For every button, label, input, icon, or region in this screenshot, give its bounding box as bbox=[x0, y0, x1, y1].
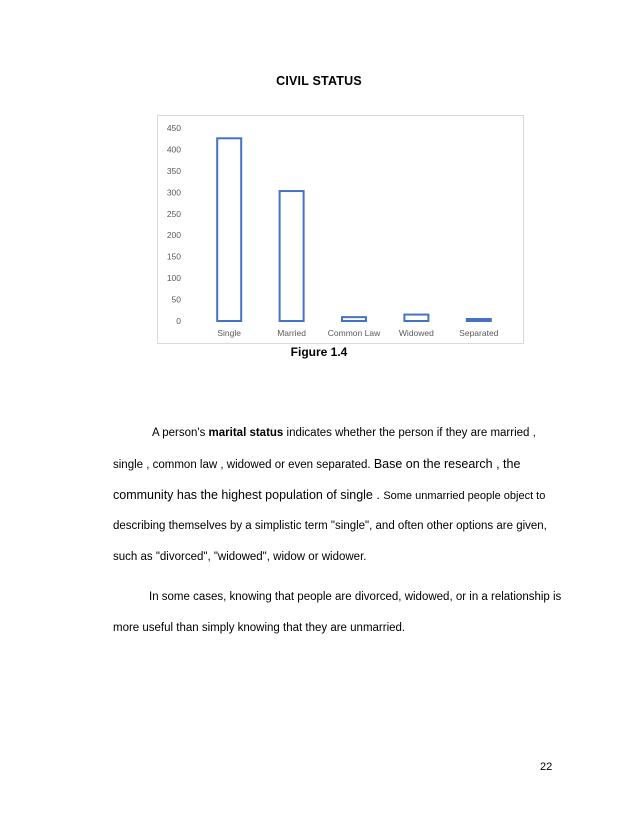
paragraph-2-line-2: more useful than simply knowing that they are unmarried. bbox=[113, 622, 406, 634]
text-run: single , common law , widowed or even separated. bbox=[113, 459, 374, 471]
chart-title: CIVIL STATUS bbox=[276, 74, 362, 88]
paragraph-1-line-5: such as "divorced", "widowed", widow or widower. bbox=[113, 551, 367, 563]
bar-common-law bbox=[342, 317, 366, 321]
y-tick-label: 400 bbox=[166, 144, 181, 155]
paragraph-2-line-1: In some cases, knowing that people are divorced, widowed, or in a relationship is bbox=[149, 591, 562, 603]
bar-widowed bbox=[404, 315, 428, 321]
y-tick-label: 50 bbox=[171, 294, 181, 305]
bar-chart bbox=[158, 116, 525, 345]
bar-single bbox=[217, 138, 241, 321]
bar-married bbox=[280, 191, 304, 321]
y-tick-label: 150 bbox=[166, 251, 181, 262]
y-tick-label: 200 bbox=[166, 230, 181, 241]
page-number: 22 bbox=[540, 761, 553, 773]
x-tick-label: Single bbox=[217, 328, 242, 338]
text-run: A person's bbox=[152, 427, 209, 439]
x-tick-label: Widowed bbox=[398, 328, 434, 338]
y-tick-label: 450 bbox=[166, 123, 181, 133]
paragraph-1-line-1 bbox=[152, 425, 602, 441]
bar-separated bbox=[467, 319, 491, 321]
y-tick-label: 300 bbox=[166, 187, 181, 198]
y-tick-label: 0 bbox=[176, 316, 181, 326]
text-run: Some unmarried people object to bbox=[383, 490, 546, 502]
text-run: community has the highest population of single . bbox=[113, 488, 384, 502]
paragraph-1-line-3 bbox=[113, 487, 563, 504]
figure-caption: Figure 1.4 bbox=[290, 345, 348, 359]
paragraph-1-line-4: describing themselves by a simplistic term "single", and often other options are given, bbox=[113, 520, 547, 532]
y-tick-label: 100 bbox=[166, 273, 181, 284]
bold-term: marital status bbox=[208, 427, 284, 439]
x-tick-label: Separated bbox=[459, 328, 499, 338]
y-tick-label: 350 bbox=[166, 165, 181, 176]
x-tick-label: Married bbox=[277, 328, 307, 338]
paragraph-1-line-2 bbox=[113, 456, 563, 473]
chart-area bbox=[157, 115, 524, 344]
text-run: Base on the research , the bbox=[373, 457, 521, 471]
y-tick-label: 250 bbox=[166, 208, 181, 219]
text-run: indicates whether the person if they are married , bbox=[283, 427, 536, 439]
x-tick-label: Common Law bbox=[327, 328, 381, 338]
